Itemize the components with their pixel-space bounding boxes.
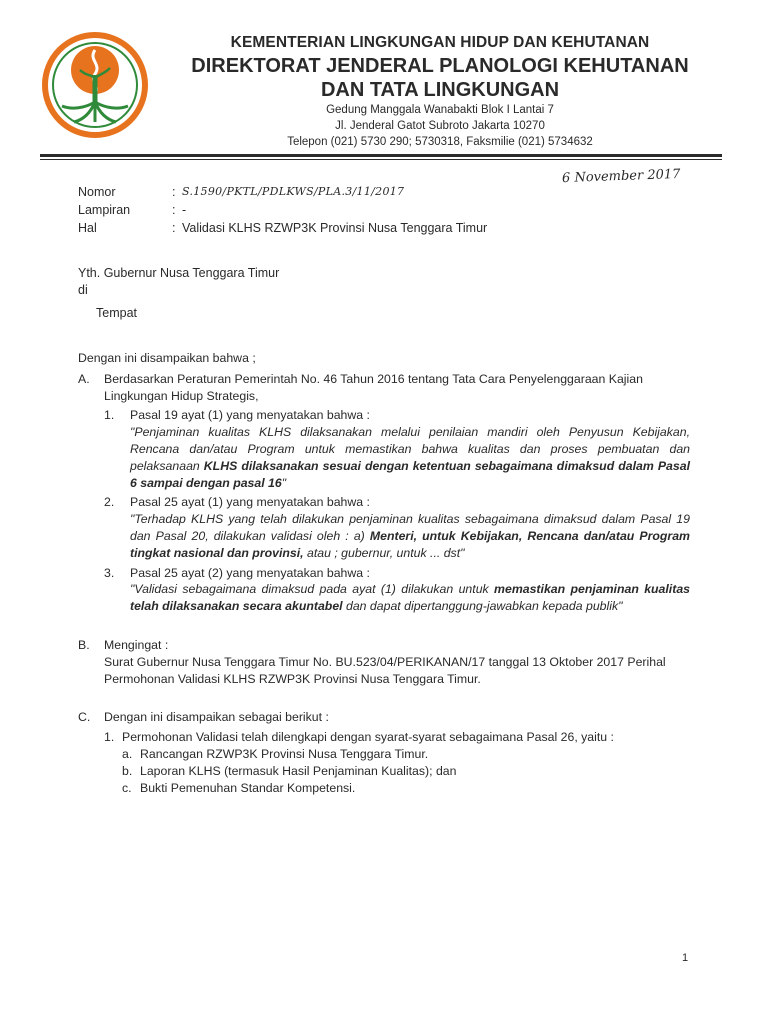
ministry-tree-logo-icon <box>40 30 150 140</box>
lampiran-value: - <box>182 203 187 217</box>
letter-body <box>78 350 690 796</box>
item-heading: Pasal 19 ayat (1) yang menyatakan bahwa : <box>130 408 370 423</box>
quote-text-end: dan dapat dipertanggung-jawabkan kepada publik" <box>342 599 623 614</box>
sub-item-marker: c. <box>122 780 132 795</box>
section-c-heading: Dengan ini disampaikan sebagai berikut : <box>104 710 329 725</box>
quote-text: "Validasi sebagaimana dimaksud pada ayat (1) dilakukan untuk <box>130 582 495 597</box>
sub-item-text: Rancangan RZWP3K Provinsi Nusa Tenggara Timur. <box>140 746 429 761</box>
item-quote <box>130 511 690 561</box>
addressee-block <box>78 265 279 322</box>
sub-item-marker: b. <box>122 763 133 778</box>
item-number: 1. <box>104 730 115 745</box>
quote-emphasis: KLHS dilaksanakan sesuai dengan ketentuan sebagaimana dimaksud dalam Pasal 6 sampai dengan pasal 16 <box>130 458 690 490</box>
section-a-item-1 <box>104 407 690 491</box>
sub-item-text: Laporan KLHS (termasuk Hasil Penjaminan Kualitas); dan <box>140 763 457 778</box>
section-c-item-1 <box>104 729 690 796</box>
item-number: 1. <box>104 408 115 423</box>
sub-item-a <box>122 746 690 763</box>
quote-text-end: " <box>281 475 287 490</box>
item-heading: Pasal 25 ayat (2) yang menyatakan bahwa : <box>130 565 370 580</box>
sub-item-c <box>122 780 690 797</box>
lampiran-label: Lampiran <box>78 203 131 217</box>
quote-text-end: atau ; gubernur, untuk ... dst" <box>303 545 465 560</box>
letterhead-rule-thick <box>40 154 722 157</box>
directorate-name-line2: DAN TATA LINGKUNGAN <box>320 79 560 101</box>
sub-item-marker: a. <box>122 746 133 761</box>
hal-value: Validasi KLHS RZWP3K Provinsi Nusa Tenggara Timur <box>182 221 488 235</box>
item-heading: Pasal 25 ayat (1) yang menyatakan bahwa : <box>130 495 370 510</box>
sub-item-b <box>122 763 690 780</box>
section-a-marker: A. <box>78 371 90 386</box>
hal-row <box>78 219 487 237</box>
address-line3: Telepon (021) 5730 290; 5730318, Faksmilie (021) 5734632 <box>287 136 593 148</box>
section-b-heading: Mengingat : <box>104 637 169 652</box>
nomor-label: Nomor <box>78 185 116 199</box>
quote-text: "Terhadap KLHS yang telah dilakukan penjaminan kualitas sebagaimana dimaksud dalam Pasal 19 dan Pasal 20, dilakukan validasi oleh : a) <box>130 512 690 543</box>
section-b <box>78 637 690 687</box>
hal-colon: : <box>172 221 176 235</box>
section-a <box>78 371 690 615</box>
quote-emphasis: memastikan penjaminan kualitas telah dilaksanakan secara akuntabel <box>130 582 690 614</box>
sub-item-text: Bukti Pemenuhan Standar Kompetensi. <box>140 780 356 795</box>
letter-date <box>562 166 681 186</box>
nomor-row <box>78 183 487 201</box>
section-b-marker: B. <box>78 637 90 652</box>
item-number: 2. <box>104 495 115 510</box>
quote-emphasis: Menteri, untuk Kebijakan, Rencana dan/atau Program tingkat nasional dan provinsi, <box>130 528 690 560</box>
lampiran-colon: : <box>172 203 176 217</box>
ministry-name: KEMENTERIAN LINGKUNGAN HIDUP DAN KEHUTANAN <box>230 34 650 51</box>
section-c <box>78 709 690 796</box>
body-intro: Dengan ini disampaikan bahwa ; <box>78 351 256 365</box>
addressee-line3: Tempat <box>96 306 137 320</box>
hal-label: Hal <box>78 221 97 235</box>
date-text: 6 November 2017 <box>561 166 681 187</box>
address-line2: Jl. Jenderal Gatot Subroto Jakarta 10270 <box>335 120 545 132</box>
nomor-colon: : <box>172 185 176 199</box>
quote-text: "Penjaminan kualitas KLHS dilaksanakan melalui penilaian mandiri oleh Penyusun Kebijakan, Rencana dan/atau Program untuk memastikan bahwa kualitas dan proses pembuatan dan pelaksanaan <box>130 425 690 473</box>
section-a-item-3 <box>104 565 690 615</box>
addressee-line2: di <box>78 283 88 297</box>
letterhead <box>160 34 720 150</box>
letterhead-rule-thin <box>40 159 722 160</box>
lampiran-row <box>78 201 487 219</box>
item-quote <box>130 424 690 491</box>
section-b-text: Surat Gubernur Nusa Tenggara Timur No. BU.523/04/PERIKANAN/17 tanggal 13 Oktober 2017 Perihal Permohonan Validasi KLHS RZWP3K Provinsi Nusa Tenggara Timur. <box>104 654 666 686</box>
item-text: Permohonan Validasi telah dilengkapi dengan syarat-syarat sebagaimana Pasal 26, yaitu : <box>122 730 614 745</box>
nomor-value: S.1590/PKTL/PDLKWS/PLA.3/11/2017 <box>182 185 405 198</box>
section-a-text: Berdasarkan Peraturan Pemerintah No. 46 Tahun 2016 tentang Tata Cara Penyelenggaraan Kajian Lingkungan Hidup Strategis, <box>104 371 643 403</box>
item-quote <box>130 581 690 615</box>
address-line1: Gedung Manggala Wanabakti Blok I Lantai 7 <box>326 104 554 116</box>
page-number: 1 <box>682 952 689 964</box>
item-number: 3. <box>104 565 115 580</box>
letter-meta <box>78 183 487 237</box>
section-a-item-2 <box>104 494 690 561</box>
directorate-name-line1: DIREKTORAT JENDERAL PLANOLOGI KEHUTANAN <box>191 55 689 77</box>
section-c-marker: C. <box>78 710 91 725</box>
addressee-line1: Yth. Gubernur Nusa Tenggara Timur <box>78 266 280 280</box>
